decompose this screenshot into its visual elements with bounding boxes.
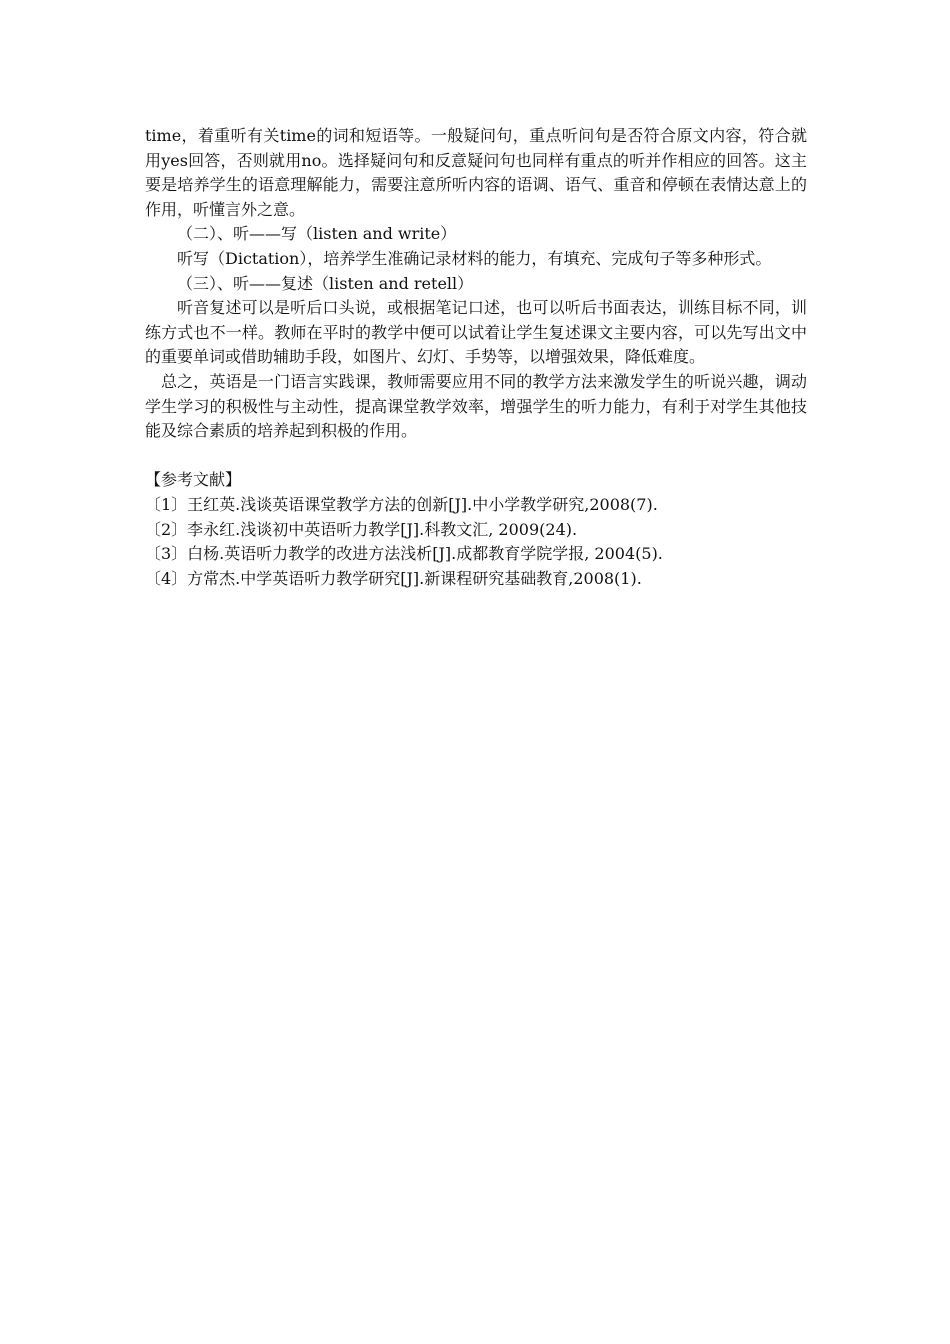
paragraph-dictation: 听写（Dictation），培养学生准确记录材料的能力，有填充、完成句子等多种形式。 — [177, 248, 772, 268]
reference-item: 〔3〕白杨.英语听力教学的改进方法浅析[J].成都教育学院学报, 2004(5). — [145, 544, 663, 564]
section-heading-listen-and-retell: （三）、听——复述（listen and retell） — [177, 273, 474, 293]
paragraph-conclusion: 总之，英语是一门语言实践课，教师需要应用不同的教学方法来激发学生的听说兴趣，调动学生学习的积极性与主动性，提高课堂教学效率，增强学生的听力能力，有利于对学生其他技能及综合素质的培养起到积极的作用。 — [145, 371, 807, 441]
references-title: 【参考文献】 — [145, 470, 242, 490]
reference-item: 〔1〕王红英.浅谈英语课堂教学方法的创新[J].中小学教学研究,2008(7). — [145, 494, 658, 514]
references-list — [145, 493, 807, 591]
paragraph-question-listening: time，着重听有关time的词和短语等。一般疑问句，重点听问句是否符合原文内容，符合就用yes回答，否则就用no。选择疑问句和反意疑问句也同样有重点的听并作相应的回答。这主要是培养学生的语意理解能力，需要注意所听内容的语调、语气、重音和停顿在表情达意上的作用，听懂言外之意。 — [145, 126, 807, 219]
section-heading-listen-and-write: （二）、听——写（listen and write） — [177, 224, 457, 244]
reference-item: 〔2〕李永红.浅谈初中英语听力教学[J].科教文汇, 2009(24). — [145, 519, 578, 539]
paragraph-retell: 听音复述可以是听后口头说，或根据笔记口述，也可以听后书面表达，训练目标不同，训练方式也不一样。教师在平时的教学中便可以试着让学生复述课文主要内容，可以先写出文中的重要单词或借助辅助手段，如图片、幻灯、手势等，以增强效果，降低难度。 — [145, 298, 807, 367]
spacer — [145, 444, 807, 469]
reference-item: 〔4〕方常杰.中学英语听力教学研究[J].新课程研究基础教育,2008(1). — [145, 568, 642, 588]
document-body — [145, 124, 807, 591]
